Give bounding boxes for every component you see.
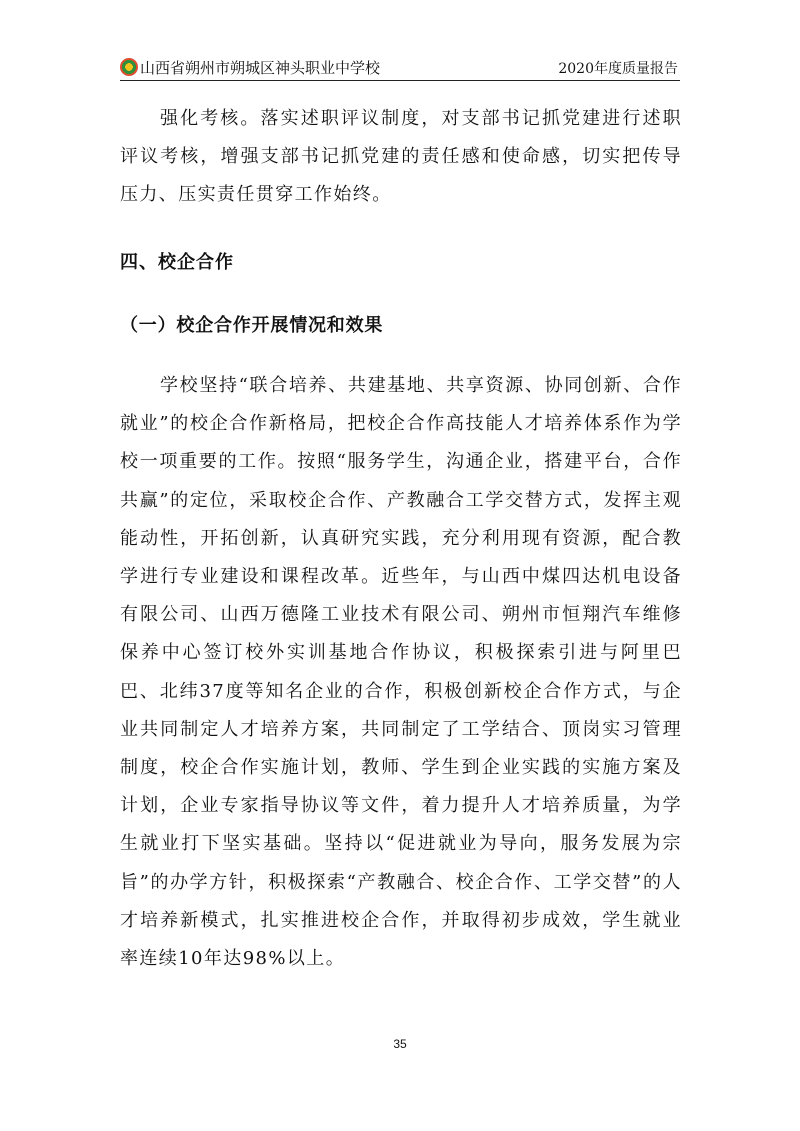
page-number: 35 — [393, 1037, 407, 1051]
school-emblem-icon — [120, 58, 138, 76]
section-heading: 四、校企合作 — [120, 252, 234, 273]
body-paragraph: 学校坚持“联合培养、共建基地、共享资源、协同创新、合作就业”的校企合作新格局，把校企合作高技能人才培养体系作为学校一项重要的工作。按照“服务学生，沟通企业，搭建平台，合作共赢”的定位，采取校企合作、产教融合工学交替方式，发挥主观能动性，开拓创新，认真研究实践，充分利用现有资源，配合教学进行专业建设和课程改革。近些年，与山西中煤四达机电设备有限公司、山西万德隆工业技术有限公司、朔州市恒翔汽车维修保养中心签订校外实训基地合作协议，积极探索引进与阿里巴巴、北纬37度等知名企业的合作，积极创新校企合作方式，与企业共同制定人才培养方案，共同制定了工学结合、顶岗实习管理制度，校企合作实施计划，教师、学生到企业实践的实施方案及计划，企业专家指导协议等文件，着力提升人才培养质量，为学生就业打下坚实基础。坚持以“促进就业为导向，服务发展为宗旨”的办学方针，积极探索“产教融合、校企合作、工学交替”的人才培养新模式，扎实推进校企合作，并取得初步成效，学生就业率连续10年达98%以上。 — [120, 375, 682, 970]
report-title: 2020年度质量报告 — [558, 61, 678, 77]
page-header — [120, 56, 680, 80]
header-divider — [120, 80, 680, 81]
body-paragraph: 强化考核。落实述职评议制度，对支部书记抓党建进行述职评议考核，增强支部书记抓党建的责任感和使命感，切实把传导压力、压实责任贯穿工作始终。 — [120, 108, 682, 206]
subsection-heading: （一）校企合作开展情况和效果 — [120, 315, 384, 336]
school-name: 山西省朔州市朔城区神头职业中学校 — [140, 59, 381, 77]
